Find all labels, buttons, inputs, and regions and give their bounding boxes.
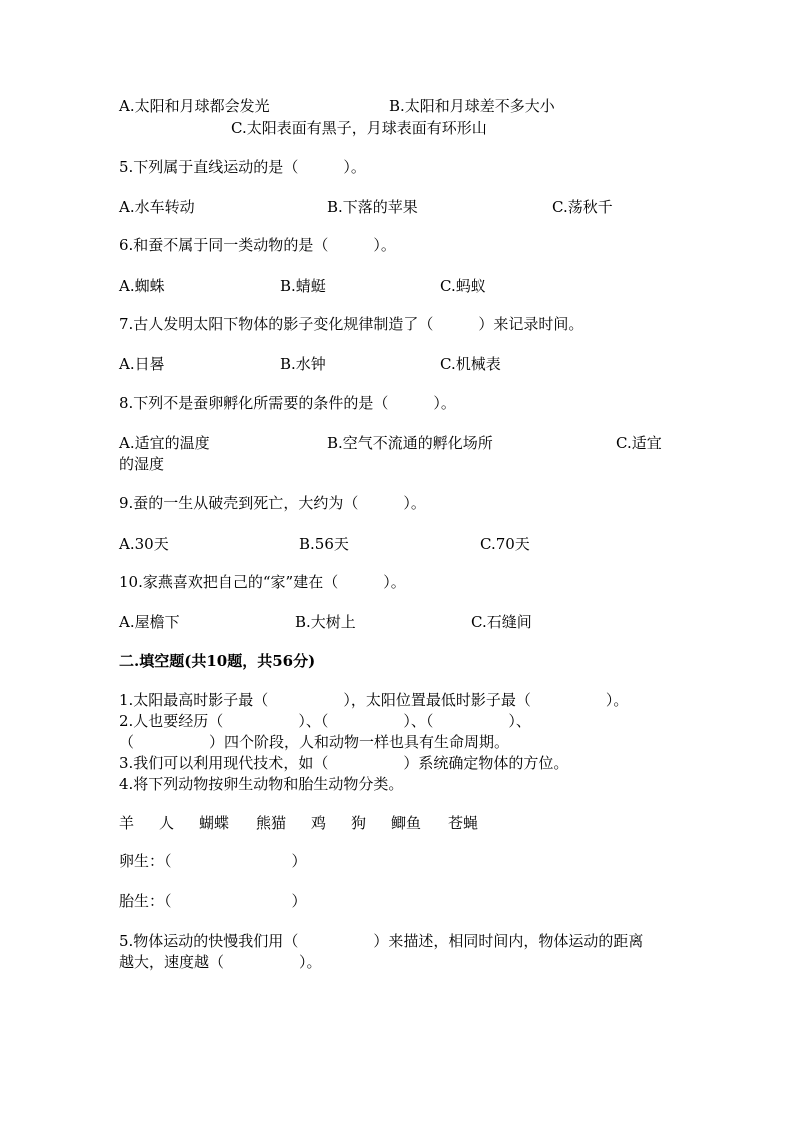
animal-item: 熊猫 — [256, 814, 287, 832]
q7-stem: 7.古人发明太阳下物体的影子变化规律制造了（ ）来记录时间。 — [119, 315, 584, 333]
q7-option-c: C.机械表 — [440, 355, 501, 373]
q8-stem: 8.下列不是蚕卵孵化所需要的条件的是（ ）。 — [119, 394, 456, 412]
q7-option-a: A.日晷 — [119, 355, 165, 373]
q8-option-c: C.适宜 — [616, 434, 662, 452]
fill-q1: 1.太阳最高时影子最（ ），太阳位置最低时影子最（ ）。 — [119, 691, 629, 709]
fill-q2-line1: 2.人也要经历（ ）、（ ）、（ ）、 — [119, 712, 531, 730]
fill-q3: 3.我们可以利用现代技术，如（ ）系统确定物体的方位。 — [119, 754, 569, 772]
q9-stem: 9.蚕的一生从破壳到死亡，大约为（ ）。 — [119, 494, 426, 512]
q9-option-a: A.30天 — [119, 535, 169, 553]
q10-option-b: B.大树上 — [295, 613, 356, 631]
animal-item: 羊 — [119, 814, 135, 832]
animal-item: 鸡 — [311, 814, 327, 832]
q7-option-b: B.水钟 — [280, 355, 326, 373]
q8-option-c-continued: 的湿度 — [119, 455, 165, 473]
q6-option-c: C.蚂蚁 — [440, 277, 486, 295]
q5-stem: 5.下列属于直线运动的是（ ）。 — [119, 158, 366, 176]
q10-stem: 10.家燕喜欢把自己的“家”建在（ ）。 — [119, 573, 406, 591]
q6-option-a: A.蜘蛛 — [119, 277, 165, 295]
fill-q5-line2: 越大，速度越（ ）。 — [119, 953, 322, 971]
animal-item: 鲫鱼 — [391, 814, 422, 832]
q6-option-b: B.蜻蜓 — [280, 277, 326, 295]
q5-option-b: B.下落的苹果 — [327, 198, 418, 216]
animal-item: 人 — [159, 814, 175, 832]
q8-option-b: B.空气不流通的孵化场所 — [327, 434, 493, 452]
q9-option-c: C.70天 — [480, 535, 530, 553]
q9-option-b: B.56天 — [299, 535, 349, 553]
q5-option-a: A.水车转动 — [119, 198, 195, 216]
fill-q4: 4.将下列动物按卵生动物和胎生动物分类。 — [119, 775, 404, 793]
q4-option-a: A.太阳和月球都会发光 — [119, 97, 270, 115]
animal-item: 狗 — [351, 814, 367, 832]
q5-option-c: C.荡秋千 — [552, 198, 613, 216]
fill-q5-line1: 5.物体运动的快慢我们用（ ）来描述，相同时间内，物体运动的距离 — [119, 932, 644, 950]
q10-option-c: C.石缝间 — [471, 613, 532, 631]
q8-option-a: A.适宜的温度 — [119, 434, 210, 452]
fill-q2-line2: （ ）四个阶段，人和动物一样也具有生命周期。 — [119, 733, 510, 751]
q4-option-c: C.太阳表面有黑子，月球表面有环形山 — [231, 119, 487, 137]
q6-stem: 6.和蚕不属于同一类动物的是（ ）。 — [119, 236, 396, 254]
oviparous-answer-line: 卵生：（ ） — [119, 852, 307, 870]
viviparous-answer-line: 胎生：（ ） — [119, 892, 307, 910]
animal-item: 蝴蝶 — [199, 814, 230, 832]
section-title-fill-in: 二.填空题(共10题，共56分) — [119, 652, 316, 670]
q4-option-b: B.太阳和月球差不多大小 — [389, 97, 555, 115]
animal-item: 苍蝇 — [448, 814, 479, 832]
q10-option-a: A.屋檐下 — [119, 613, 180, 631]
